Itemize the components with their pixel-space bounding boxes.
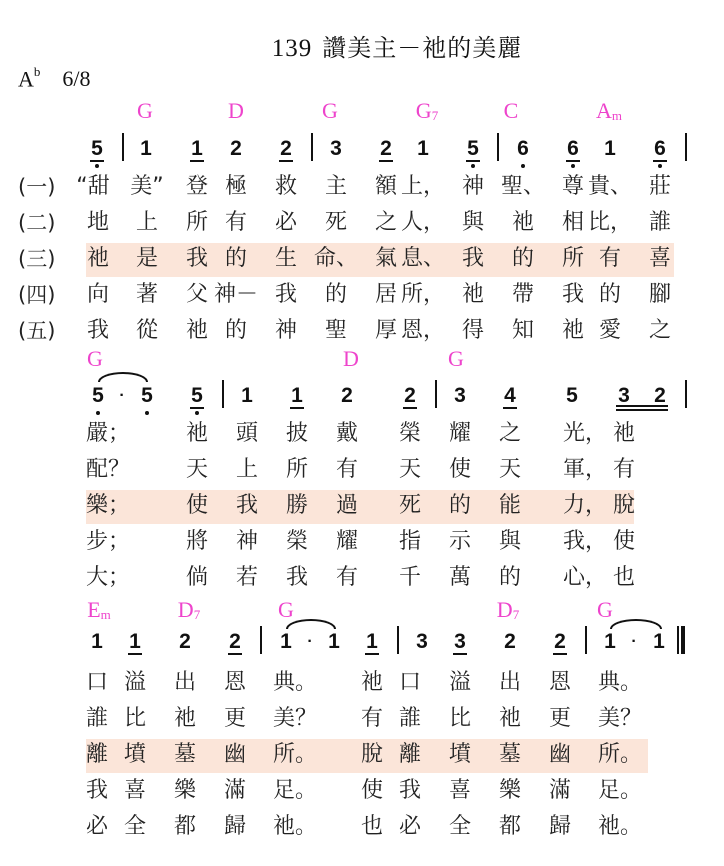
lyric-syllable: 居 [374, 282, 398, 307]
lyric-syllable: 祂 [612, 421, 636, 446]
lyric-syllable: 樂； [85, 493, 131, 518]
lyric-syllable: 將 [185, 529, 209, 554]
lyric-syllable: 所。 [272, 742, 318, 767]
barline [260, 626, 262, 654]
barline [122, 133, 124, 161]
lyric-syllable: 出 [173, 670, 197, 695]
chord: G [448, 346, 464, 371]
lyric-syllable: 榮 [285, 529, 309, 554]
lyric-syllable: 息、 [400, 246, 446, 271]
lyric-syllable: 墓 [498, 742, 522, 767]
barline [397, 626, 399, 654]
time-signature: 6/8 [62, 66, 91, 92]
lyric-syllable: 從 [135, 318, 159, 343]
lyric-syllable: 使 [360, 778, 384, 803]
chord: D [228, 98, 244, 123]
lyric-syllable: 厚 [374, 318, 398, 343]
lyric-syllable: 步； [85, 529, 131, 554]
lyric-syllable: 祂。 [597, 814, 643, 839]
chord: G [278, 597, 294, 622]
lyric-syllable: 死 [324, 210, 348, 235]
lyric-syllable: 脫 [360, 742, 384, 767]
lyric-syllable: 墓 [173, 742, 197, 767]
lyric-syllable: 墳 [448, 742, 472, 767]
lyric-syllable: 祂 [561, 318, 585, 343]
lyric-syllable: 天 [185, 457, 209, 482]
note: 2 [230, 137, 242, 160]
lyric-syllable: 都 [173, 814, 197, 839]
lyric-syllable: 所 [285, 457, 309, 482]
note: 1 [417, 137, 429, 160]
barline [685, 133, 687, 161]
note: 2 [550, 630, 570, 654]
lyric-syllable: 力， [562, 493, 608, 518]
lyric-syllable: 所。 [597, 742, 643, 767]
lyric-syllable: 溢 [123, 670, 147, 695]
lyric-syllable: 若 [235, 565, 259, 590]
barline [222, 380, 224, 408]
lyric-syllable: 指 [398, 529, 422, 554]
lyric-syllable: 死 [398, 493, 422, 518]
note: 1 [653, 630, 665, 653]
note: 5 [187, 384, 207, 408]
chord: G [322, 98, 338, 123]
lyric-syllable: 耀 [448, 421, 472, 446]
lyric-syllable: 有 [224, 210, 248, 235]
lyric-syllable: 氣 [374, 246, 398, 271]
tie [98, 372, 148, 382]
lyric-syllable: 誰 [398, 706, 422, 731]
lyric-syllable: 祂 [173, 706, 197, 731]
augmentation-dot: · [631, 633, 637, 650]
lyric-syllable: 千 [398, 565, 422, 590]
verse-label-1: (一) [18, 175, 56, 199]
note: 3 [450, 630, 470, 654]
lyric-syllable: 相 [561, 210, 585, 235]
lyric-syllable: 萬 [448, 565, 472, 590]
lyric-syllable: 榮 [398, 421, 422, 446]
lyric-syllable: 滿 [223, 778, 247, 803]
hymn-title-text: 讚美主－祂的美麗 [322, 34, 523, 62]
verse-label-3: (三) [18, 247, 56, 271]
lyric-syllable: 墳 [123, 742, 147, 767]
lyric-syllable: 生 [274, 246, 298, 271]
lyric-syllable: 我 [285, 565, 309, 590]
note: 1 [241, 384, 253, 407]
lyric-syllable: 我 [86, 318, 110, 343]
lyric-syllable: 的 [448, 493, 472, 518]
lyric-syllable: 也 [360, 814, 384, 839]
verse-3-highlight [86, 490, 634, 524]
lyric-syllable: 的 [224, 318, 248, 343]
lyric-syllable: 脫 [612, 493, 636, 518]
augmentation-dot: · [307, 633, 313, 650]
lyric-syllable: 祂 [360, 670, 384, 695]
note: 2 [400, 384, 420, 408]
lyric-syllable: 我， [562, 529, 608, 554]
lyric-syllable: 上 [235, 457, 259, 482]
lyric-syllable: 救 [274, 174, 298, 199]
chord: G [137, 98, 153, 123]
final-barline [677, 626, 685, 654]
lyric-syllable: 嚴； [85, 421, 131, 446]
lyric-syllable: 美？ [272, 706, 318, 731]
lyric-syllable: 滿 [548, 778, 572, 803]
hymn-number: 139 [271, 35, 313, 62]
lyric-syllable: 必 [398, 814, 422, 839]
verse-label-5: (五) [18, 319, 56, 343]
lyric-syllable: 勝 [285, 493, 309, 518]
note: 3 [330, 137, 342, 160]
lyric-syllable: 的 [324, 282, 348, 307]
lyric-syllable: 使 [448, 457, 472, 482]
tie [610, 619, 662, 629]
lyric-syllable: 所， [400, 282, 446, 307]
key-letter: A [18, 66, 34, 92]
lyric-syllable: 祂 [461, 282, 485, 307]
note: 1 [287, 384, 307, 408]
chord: G [597, 597, 613, 622]
lyric-syllable: 典。 [272, 670, 318, 695]
lyric-syllable: 心， [562, 565, 608, 590]
lyric-syllable: 祂 [185, 421, 209, 446]
lyric-syllable: 祂 [86, 246, 110, 271]
note: 1 [140, 137, 152, 160]
lyric-syllable: 之 [648, 318, 672, 343]
lyric-syllable: 上 [135, 210, 159, 235]
lyric-syllable: 神 [235, 529, 259, 554]
note: 1 [362, 630, 382, 654]
lyric-syllable: 貴、 [587, 174, 633, 199]
lyric-syllable: 所 [185, 210, 209, 235]
chord: $A_m$ [595, 98, 623, 123]
chord: $G_7$ [415, 98, 439, 123]
lyric-syllable: 必 [85, 814, 109, 839]
lyric-syllable: 之 [498, 421, 522, 446]
lyric-syllable: 樂 [498, 778, 522, 803]
lyric-syllable: 知 [511, 318, 535, 343]
lyric-syllable: 歸 [548, 814, 572, 839]
lyric-syllable: 天 [398, 457, 422, 482]
lyric-syllable: 戴 [335, 421, 359, 446]
note: 1 [604, 630, 616, 653]
lyric-syllable: 都 [498, 814, 522, 839]
lyric-syllable: 有 [598, 246, 622, 271]
lyric-syllable: 口 [85, 670, 109, 695]
note: 2 [504, 630, 516, 653]
note: 2 [376, 137, 396, 161]
lyric-syllable: 喜 [123, 778, 147, 803]
lyric-syllable: 恩， [400, 318, 446, 343]
lyric-syllable: 所 [561, 246, 585, 271]
lyric-syllable: 與 [498, 529, 522, 554]
note: 5 [463, 137, 483, 161]
lyric-syllable: 的 [511, 246, 535, 271]
lyric-syllable: 使 [612, 529, 636, 554]
verse-label-4: (四) [18, 283, 56, 307]
chord: D [343, 346, 359, 371]
note: 1 [280, 630, 292, 653]
lyric-syllable: 美” [130, 174, 164, 199]
lyric-syllable: 比， [587, 210, 633, 235]
lyric-syllable: 溢 [448, 670, 472, 695]
lyric-syllable: 更 [548, 706, 572, 731]
note: 5 [566, 384, 578, 407]
lyric-syllable: 有 [335, 565, 359, 590]
lyric-syllable: 聖、 [500, 174, 546, 199]
lyric-syllable: 也 [612, 565, 636, 590]
lyric-syllable: 我 [461, 246, 485, 271]
note: 1 [187, 137, 207, 161]
lyric-syllable: 有 [360, 706, 384, 731]
note: 5 [137, 384, 157, 408]
lyric-syllable: 倘 [185, 565, 209, 590]
lyric-syllable: 我 [398, 778, 422, 803]
lyric-syllable: 我 [185, 246, 209, 271]
lyric-syllable: 我 [235, 493, 259, 518]
lyric-syllable: 神 [461, 174, 485, 199]
lyric-syllable: 有 [612, 457, 636, 482]
lyric-syllable: 腳 [648, 282, 672, 307]
lyric-syllable: 尊 [561, 174, 585, 199]
lyric-syllable: 軍， [562, 457, 608, 482]
lyric-syllable: 得 [461, 318, 485, 343]
note: 6 [563, 137, 583, 161]
lyric-syllable: 之 [374, 210, 398, 235]
lyric-syllable: 比 [123, 706, 147, 731]
lyric-syllable: 帶 [511, 282, 535, 307]
note: 4 [500, 384, 520, 408]
lyric-syllable: 誰 [85, 706, 109, 731]
lyric-syllable: 登 [185, 174, 209, 199]
lyric-syllable: “甜 [76, 174, 110, 199]
lyric-syllable: 有 [335, 457, 359, 482]
lyric-syllable: 我 [274, 282, 298, 307]
barline [685, 380, 687, 408]
lyric-syllable: 祂 [185, 318, 209, 343]
lyric-syllable: 示 [448, 529, 472, 554]
lyric-syllable: 過 [335, 493, 359, 518]
note: 5 [88, 384, 108, 408]
lyric-syllable: 足。 [272, 778, 318, 803]
lyric-syllable: 配？ [85, 457, 131, 482]
lyric-syllable: 光， [562, 421, 608, 446]
lyric-syllable: 莊 [648, 174, 672, 199]
note: 6 [513, 137, 533, 161]
lyric-syllable: 地 [86, 210, 110, 235]
barline [585, 626, 587, 654]
chord: G [87, 346, 103, 371]
lyric-syllable: 祂 [511, 210, 535, 235]
lyric-syllable: 與 [461, 210, 485, 235]
lyric-syllable: 額 [374, 174, 398, 199]
barline [497, 133, 499, 161]
tie [286, 619, 336, 629]
note: 2 [276, 137, 296, 161]
barline [435, 380, 437, 408]
lyric-syllable: 的 [498, 565, 522, 590]
hymn-title [0, 28, 724, 63]
lyric-syllable: 出 [498, 670, 522, 695]
barline [311, 133, 313, 161]
lyric-syllable: 祂 [498, 706, 522, 731]
lyric-syllable: 比 [448, 706, 472, 731]
note: 1 [91, 630, 103, 653]
lyric-syllable: 歸 [223, 814, 247, 839]
lyric-syllable: 著 [135, 282, 159, 307]
lyric-syllable: 離 [398, 742, 422, 767]
lyric-syllable: 喜 [448, 778, 472, 803]
lyric-syllable: 天 [498, 457, 522, 482]
lyric-syllable: 父 [185, 282, 209, 307]
lyric-syllable: 極 [224, 174, 248, 199]
lyric-syllable: 的 [598, 282, 622, 307]
lyric-syllable: 美？ [597, 706, 643, 731]
note: 3 [454, 384, 466, 407]
lyric-syllable: 典。 [597, 670, 643, 695]
note: 1 [125, 630, 145, 654]
lyric-syllable: 喜 [648, 246, 672, 271]
lyric-syllable: 更 [223, 706, 247, 731]
lyric-syllable: 神 [274, 318, 298, 343]
lyric-syllable: 全 [448, 814, 472, 839]
lyric-syllable: 我 [85, 778, 109, 803]
note: 2 [654, 384, 666, 407]
lyric-syllable: 口 [398, 670, 422, 695]
lyric-syllable: 必 [274, 210, 298, 235]
note: 1 [604, 137, 616, 160]
lyric-syllable: 的 [224, 246, 248, 271]
lyric-syllable: 主 [324, 174, 348, 199]
chord: $D_7$ [496, 597, 520, 622]
note: 2 [341, 384, 353, 407]
note: 1 [328, 630, 340, 653]
lyric-syllable: 恩 [223, 670, 247, 695]
key-signature [18, 66, 91, 92]
lyric-syllable: 樂 [173, 778, 197, 803]
lyric-syllable: 耀 [335, 529, 359, 554]
lyric-syllable: 愛 [598, 318, 622, 343]
key-flat: b [33, 64, 41, 79]
verse-label-2: (二) [18, 211, 56, 235]
lyric-syllable: 祂。 [272, 814, 318, 839]
lyric-syllable: 命、 [313, 246, 359, 271]
lyric-syllable: 全 [123, 814, 147, 839]
double-underline [616, 405, 668, 411]
lyric-syllable: 誰 [648, 210, 672, 235]
note: 2 [225, 630, 245, 654]
chord: C [503, 98, 519, 123]
note: 5 [87, 137, 107, 161]
note: 3 [618, 384, 630, 407]
lyric-syllable: 神－ [213, 282, 259, 307]
note: 2 [179, 630, 191, 653]
lyric-syllable: 是 [135, 246, 159, 271]
note: 3 [416, 630, 428, 653]
lyric-syllable: 向 [86, 282, 110, 307]
lyric-syllable: 我 [561, 282, 585, 307]
lyric-syllable: 幽 [548, 742, 572, 767]
chord: $E_m$ [87, 597, 111, 622]
chord: $D_7$ [177, 597, 201, 622]
note: 6 [650, 137, 670, 161]
augmentation-dot: · [119, 387, 125, 404]
lyric-syllable: 上， [400, 174, 446, 199]
lyric-syllable: 聖 [324, 318, 348, 343]
lyric-syllable: 頭 [235, 421, 259, 446]
lyric-syllable: 恩 [548, 670, 572, 695]
lyric-syllable: 披 [285, 421, 309, 446]
lyric-syllable: 人， [400, 210, 446, 235]
lyric-syllable: 足。 [597, 778, 643, 803]
lyric-syllable: 離 [85, 742, 109, 767]
lyric-syllable: 幽 [223, 742, 247, 767]
lyric-syllable: 使 [185, 493, 209, 518]
lyric-syllable: 能 [498, 493, 522, 518]
lyric-syllable: 大； [85, 565, 131, 590]
